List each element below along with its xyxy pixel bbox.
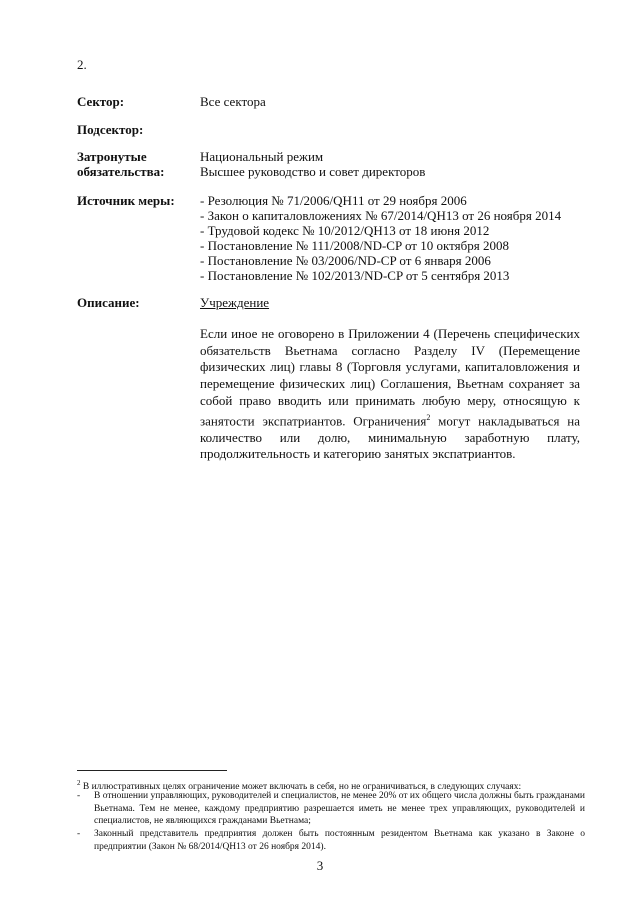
description-label: Описание:	[77, 295, 140, 310]
section-number: 2.	[77, 57, 87, 72]
obligation-item: Национальный режим	[200, 149, 324, 164]
description-heading: Учреждение	[200, 295, 270, 310]
source-item: - Постановление № 111/2008/ND-CP от 10 октября 2008	[200, 238, 509, 253]
subsector-label: Подсектор:	[77, 122, 144, 137]
footnote-reference[interactable]: 2	[426, 412, 431, 422]
source-item: - Резолюция № 71/2006/QH11 от 29 ноября 2006	[200, 193, 467, 208]
description-paragraph	[200, 326, 580, 463]
source-item: - Трудовой кодекс № 10/2012/QH13 от 18 июня 2012	[200, 223, 490, 238]
footnote-dash: -	[77, 791, 81, 801]
source-item: - Закон о капиталовложениях № 67/2014/QH13 от 26 ноября 2014	[200, 208, 562, 223]
description-text-1: Если иное не оговорено в Приложении 4 (Перечень специфических обязательств Вьетнама согласно Разделу IV (Перемещение физических лиц) главы 8 (Торговля услугами, капиталовложения и перемещение физических лиц) Соглашения, Вьетнам сохраняет за собой право вводить или принимать любую меру, относящую к занятости экспатриантов. Ограничения	[200, 326, 580, 428]
description-text-2: могут накладываться на количество или долю, минимальную заработную плату, продолжительность и категорию занятых экспатриантов.	[200, 412, 580, 462]
footnote-separator	[77, 770, 227, 771]
footnote-item-text: Законный представитель предприятия должен быть постоянным резидентом Вьетнама как указано в Законе о предприятии (Закон № 68/2014/QH13 от 26 ноября 2014).	[94, 829, 585, 852]
footnote-item	[77, 790, 585, 830]
obligations-label-line2: обязательства:	[77, 164, 165, 179]
sector-value: Все сектора	[200, 94, 266, 109]
obligation-item: Высшее руководство и совет директоров	[200, 164, 426, 179]
source-item: - Постановление № 102/2013/ND-CP от 5 сентября 2013	[200, 268, 510, 283]
footnote-item-text: В отношении управляющих, руководителей и специалистов, не менее 20% от их общего числа должны быть гражданами Вьетнама. Тем не менее, каждому предприятию разрешается иметь не менее трех управляющих, руководителей и специалистов, не являющихся гражданами Вьетнама;	[94, 791, 585, 826]
footnote-item	[77, 828, 585, 854]
footnote-marker: 2	[77, 779, 81, 787]
obligations-values	[200, 149, 592, 179]
footnote-intro-text: В иллюстративных целях ограничение может включать в себя, но не ограничиваться, в следующих случаях:	[80, 782, 522, 793]
source-item: - Постановление № 03/2006/ND-CP от 6 января 2006	[200, 253, 491, 268]
footnote-dash: -	[77, 829, 81, 839]
sector-label: Сектор:	[77, 94, 125, 109]
source-list	[200, 193, 592, 283]
source-label: Источник меры:	[77, 193, 175, 208]
page-number: 3	[316, 858, 324, 873]
obligations-label-line1: Затронутые	[77, 149, 147, 164]
obligations-label	[77, 149, 197, 179]
